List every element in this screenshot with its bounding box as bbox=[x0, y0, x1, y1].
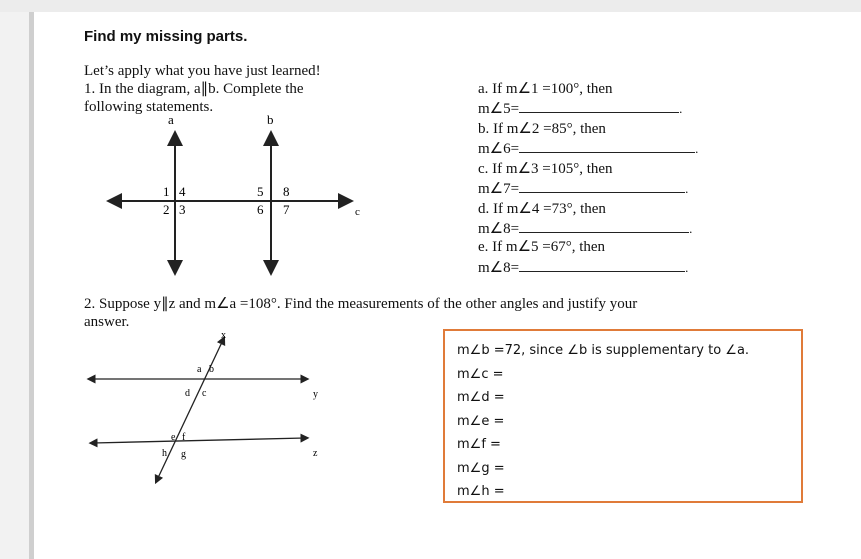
label-a: a bbox=[168, 112, 174, 127]
statement-b-line-2: m∠6= . bbox=[478, 141, 699, 157]
statement-a-line-2: m∠5= . bbox=[478, 101, 683, 117]
parallel-lines-diagram-2 bbox=[85, 330, 335, 495]
worksheet-heading: Find my missing parts. bbox=[84, 28, 248, 45]
angle-b: b bbox=[209, 364, 214, 375]
statement-c-line-1: c. If m∠3 =105°, then bbox=[478, 161, 613, 177]
angle-c: c bbox=[202, 388, 207, 399]
angle-6: 6 bbox=[257, 202, 264, 217]
label-z: z bbox=[313, 448, 318, 459]
label-b: b bbox=[267, 112, 274, 127]
statement-a-line-1: a. If m∠1 =100°, then bbox=[478, 81, 613, 97]
answer-f: m∠f = bbox=[457, 437, 501, 452]
angle-h: h bbox=[162, 448, 167, 459]
intro-line-1: Let’s apply what you have just learned! bbox=[84, 63, 321, 79]
angle-2: 2 bbox=[163, 202, 170, 217]
parallel-lines-diagram-1 bbox=[100, 110, 380, 280]
statement-b-line-1: b. If m∠2 =85°, then bbox=[478, 121, 606, 137]
statement-d-line-1: d. If m∠4 =73°, then bbox=[478, 201, 606, 217]
answer-h: m∠h = bbox=[457, 484, 505, 499]
intro-line-2: 1. In the diagram, a∥b. Complete the bbox=[84, 81, 304, 97]
answer-d: m∠d = bbox=[457, 390, 505, 405]
angle-g: g bbox=[181, 449, 186, 460]
angle-f: f bbox=[182, 432, 186, 443]
angle-a: a bbox=[197, 364, 202, 375]
statement-c-line-2: m∠7= . bbox=[478, 181, 689, 197]
answer-blank-b[interactable] bbox=[519, 139, 695, 153]
angle-3: 3 bbox=[179, 202, 186, 217]
answer-g: m∠g = bbox=[457, 461, 505, 476]
angle-d: d bbox=[185, 388, 190, 399]
intro-line-3: following statements. bbox=[84, 99, 214, 115]
statement-e-line-2: m∠8= . bbox=[478, 260, 689, 276]
label-x: x bbox=[221, 330, 226, 341]
answer-e: m∠e = bbox=[457, 414, 505, 429]
statement-e-line-1: e. If m∠5 =67°, then bbox=[478, 239, 606, 255]
top-bar bbox=[0, 0, 861, 12]
answer-blank-e[interactable] bbox=[519, 258, 685, 272]
question-2-line-2: answer. bbox=[84, 314, 130, 330]
angle-8: 8 bbox=[283, 184, 290, 199]
angle-7: 7 bbox=[283, 202, 290, 217]
answer-blank-c[interactable] bbox=[519, 179, 685, 193]
line-z bbox=[93, 438, 305, 443]
answer-b: m∠b =72, since ∠b is supplementary to ∠a. bbox=[457, 343, 750, 358]
angle-e: e bbox=[171, 432, 176, 443]
angle-5: 5 bbox=[257, 184, 264, 199]
question-2-line-1: 2. Suppose y∥z and m∠a =108°. Find the measurements of the other angles and justify your bbox=[84, 296, 638, 312]
statement-d-line-2: m∠8= . bbox=[478, 221, 693, 237]
answer-blank-a[interactable] bbox=[519, 99, 679, 113]
transversal-line-x bbox=[157, 340, 223, 480]
answer-blank-d[interactable] bbox=[519, 219, 689, 233]
label-c: c bbox=[355, 206, 360, 218]
angle-4: 4 bbox=[179, 184, 186, 199]
angle-1: 1 bbox=[163, 184, 170, 199]
label-y: y bbox=[313, 389, 318, 400]
answer-c: m∠c = bbox=[457, 367, 504, 382]
answer-box[interactable] bbox=[443, 329, 803, 503]
